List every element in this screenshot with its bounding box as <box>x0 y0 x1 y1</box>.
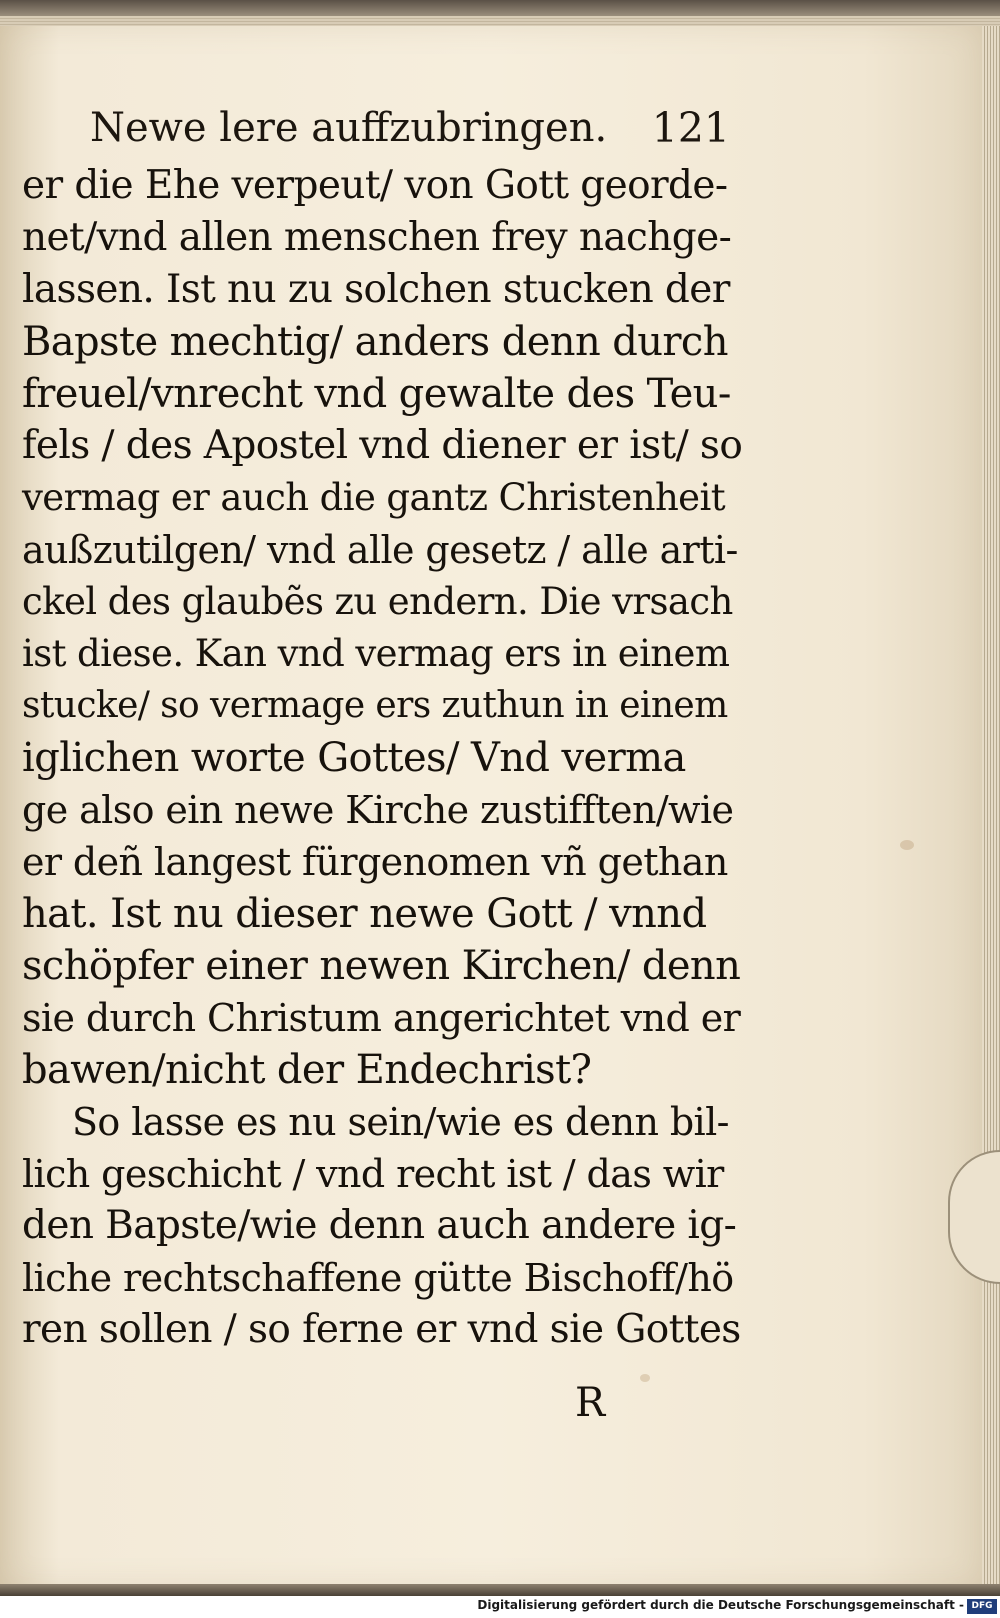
text-line: lich geschicht / vnd recht ist / das wir <box>22 1152 724 1196</box>
text-line: bawen/nicht der Endechrist? <box>22 1047 592 1093</box>
footer <box>0 1596 1000 1618</box>
text-line: ge also ein newe Kirche zustifften/wie <box>22 788 734 832</box>
text-line: Bapste mechtig/ anders denn durch <box>22 319 728 365</box>
running-title: Newe lere auffzubringen. <box>90 105 608 151</box>
text-line: schöpfer einer newen Kirchen/ denn <box>22 943 741 989</box>
page-number: 121 <box>651 104 730 152</box>
text-line: iglichen worte Gottes/ Vnd verma <box>22 735 686 781</box>
foxing-spot <box>640 1374 650 1382</box>
text-line: lassen. Ist nu zu solchen stucken der <box>22 267 730 312</box>
text-line: ckel des glaubẽs zu endern. Die vrsach <box>22 580 733 623</box>
text-line: stucke/ so vermage ers zuthun in einem <box>22 685 728 726</box>
foxing-spot <box>900 840 914 850</box>
text-line: ren sollen / so ferne er vnd sie Gottes <box>22 1307 741 1352</box>
running-head <box>90 100 750 156</box>
text-line: liche rechtschaffene gütte Bischoff/hö <box>22 1256 734 1300</box>
dfg-logo: DFG <box>967 1599 997 1614</box>
text-line: vermag er auch die gantz Christenheit <box>22 476 725 519</box>
page-edges <box>982 26 1000 1586</box>
body-text <box>22 160 742 1356</box>
text-line: hat. Ist nu dieser newe Gott / vnnd <box>22 891 707 937</box>
text-line: er die Ehe verpeut/ von Gott georde- <box>22 163 728 208</box>
book-top-shadow <box>0 0 1000 16</box>
catchword: R <box>575 1380 606 1426</box>
text-line: freuel/vnrecht vnd gewalte des Teu- <box>22 371 731 417</box>
text-line: außzutilgen/ vnd alle gesetz / alle arti- <box>22 528 738 572</box>
book-bottom-shadow <box>0 1584 1000 1596</box>
text-line: sie durch Christum angerichtet vnd er <box>22 996 741 1040</box>
text-line: er deñ langest fürgenomen vñ gethan <box>22 840 728 884</box>
text-line: fels / des Apostel vnd diener er ist/ so <box>22 423 743 468</box>
text-line: net/vnd allen menschen frey nachge- <box>22 215 732 260</box>
text-line: ist diese. Kan vnd vermag ers in einem <box>22 632 730 675</box>
text-line: So lasse es nu sein/wie es denn bil- <box>72 1100 729 1144</box>
text-line: den Bapste/wie denn auch andere ig- <box>22 1203 737 1248</box>
digitization-credit: Digitalisierung gefördert durch die Deutsche Forschungsgemeinschaft - <box>477 1598 964 1612</box>
